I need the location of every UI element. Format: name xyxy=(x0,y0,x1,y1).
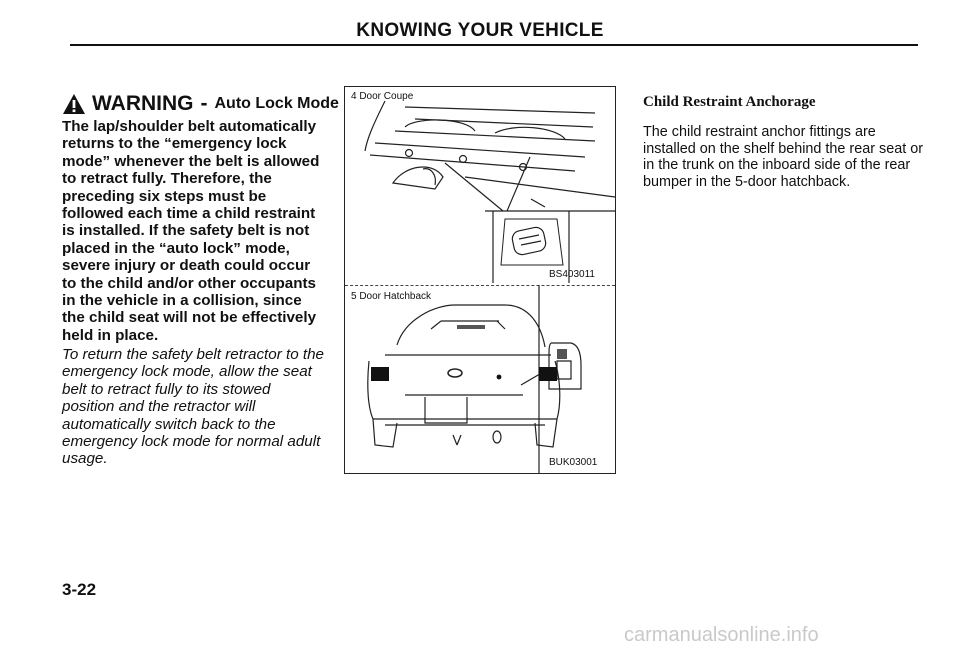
warning-label: WARNING xyxy=(92,92,194,115)
retractor-instructions: To return the safety belt retractor to the emergency lock mode, allow the seat belt to retract fully to its stowed position and the retractor will automatically switch back to the emergency lock mode for normal adult usage. xyxy=(62,346,324,468)
warning-dash: - xyxy=(200,92,208,115)
warning-triangle-icon xyxy=(62,93,86,115)
anchor-figure xyxy=(344,86,616,474)
header-rule xyxy=(70,44,918,46)
child-restraint-body: The child restraint anchor fittings are installed on the shelf behind the rear seat or in the trunk on the inboard side of the rear bumper in the 5-door hatchback. xyxy=(643,124,923,190)
warning-body: The lap/shoulder belt automatically returns to the “emergency lock mode” whenever the belt is allowed to retract fully. Therefore, the preceding six steps must be followed each time a child restraint is installed. If the safety belt is not placed in the “auto lock” mode, severe injury or death could occur to the child and/or other occupants in the vehicle in a collision, since the child seat will not be effectively held in place. xyxy=(62,118,320,344)
warning-subtitle: Auto Lock Mode xyxy=(214,95,339,112)
page-number: 3-22 xyxy=(62,580,97,599)
hatchback-rear-illustration xyxy=(345,285,615,473)
child-restraint-title: Child Restraint Anchorage xyxy=(643,94,816,110)
page-header: KNOWING YOUR VEHICLE xyxy=(356,20,604,41)
figure-label-coupe: 4 Door Coupe xyxy=(351,91,414,102)
figure-label-hatchback: 5 Door Hatchback xyxy=(351,291,432,302)
warning-heading xyxy=(62,92,339,116)
watermark: carmanualsonline.info xyxy=(624,624,819,646)
figure-code-coupe: BS403011 xyxy=(549,269,595,280)
coupe-rear-shelf-illustration xyxy=(345,87,615,285)
figure-code-hatchback: BUK03001 xyxy=(549,457,598,468)
